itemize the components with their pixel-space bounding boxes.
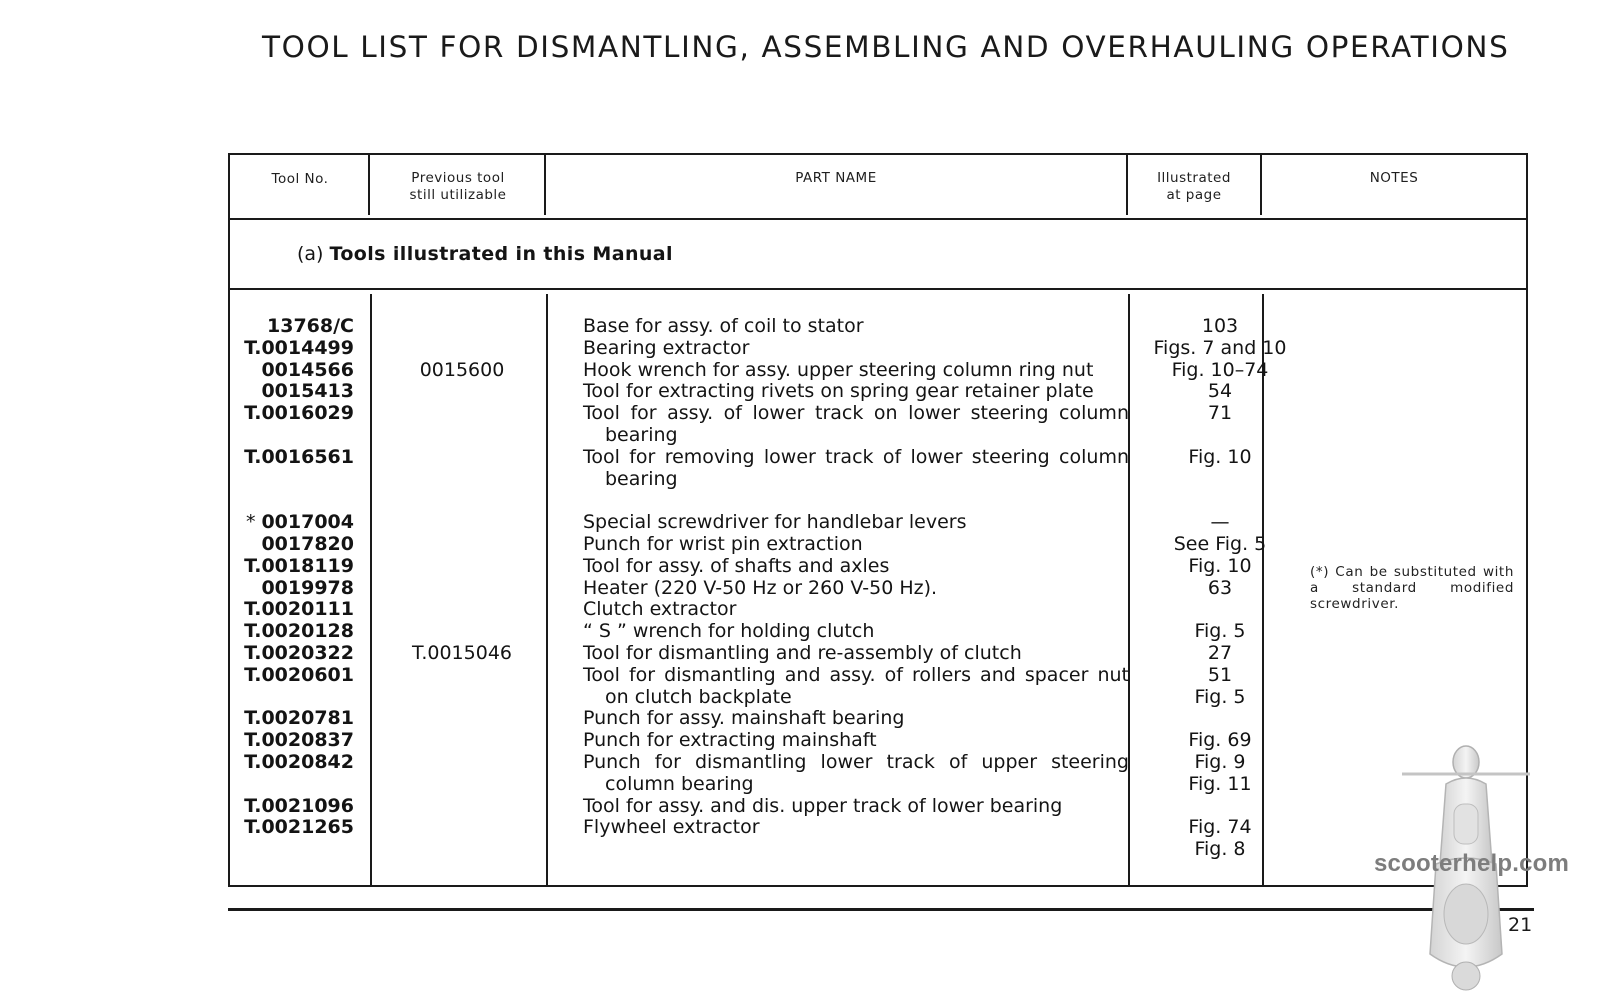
tool-number-cell [232,621,354,643]
previous-tool-cell [372,599,552,621]
part-name-cell [583,774,1129,796]
part-name-cell-text: Tool for dismantling and re-assembly of clutch [583,641,1022,664]
tool-number-cell [232,490,354,512]
part-name-cell-text: Tool for removing lower track of lower steering column [583,445,1129,468]
tool-number-cell [232,687,354,709]
tool-number-cell [232,774,354,796]
part-name-cell-text: Base for assy. of coil to stator [583,315,864,337]
illustrated-page-cell-text: Fig. 5 [1194,620,1246,643]
part-name-cell [583,360,1129,382]
previous-tool-cell [372,381,552,403]
illustrated-page-cell [1140,578,1300,600]
part-name-cell-text: Tool for assy. and dis. upper track of lower bearing [583,794,1063,817]
part-name-cell [583,512,1129,534]
illustrated-page-cell [1140,643,1300,665]
illustrated-page-cell [1140,360,1300,382]
part-name-cell [583,425,1129,447]
part-name-cell [583,752,1129,774]
illustrated-page-cell [1140,425,1300,447]
tool-number-cell [232,469,354,491]
illustrated-page-cell [1140,708,1300,730]
part-name-cell [583,817,1129,839]
tool-number-cell [232,316,354,338]
tool-number-cell-text: T.0018119 [244,554,354,577]
illustrated-page-cell [1140,599,1300,621]
illustrated-page-cell-text: Fig. 9 [1194,750,1246,773]
footer-rule [228,908,1534,911]
tool-number-cell [232,556,354,578]
illustrated-page-cell [1140,730,1300,752]
tool-number-cell-text: T.0020781 [244,707,354,730]
illustrated-page-cell [1140,512,1300,534]
section-heading [297,243,673,265]
part-name-cell [583,621,1129,643]
illustrated-page-cell [1140,469,1300,491]
illustrated-page-cell-text: 27 [1207,641,1233,664]
previous-tool-cell [372,469,552,491]
illustrated-page-cell [1140,534,1300,556]
previous-tool-cell [372,512,552,534]
previous-tool-cell [372,665,552,687]
tool-number-cell-text: T.0021096 [244,794,354,817]
tool-number-cell-text: T.0021265 [244,816,354,839]
part-name-cell [583,338,1129,360]
previous-tool-cell [372,621,552,643]
tool-number-cell-text: T.0020322 [244,641,354,664]
previous-tool-cell [372,643,552,665]
part-name-cell [583,599,1129,621]
part-name-cell [583,556,1129,578]
tool-number-cell [232,643,354,665]
illustrated-page-cell-text: 63 [1207,576,1233,599]
part-name-cell [583,403,1129,425]
header-part-name: PART NAME [795,170,877,186]
previous-tool-cell [372,708,552,730]
tool-number-cell [232,381,354,403]
section-prefix: (a) [297,243,324,265]
tool-number-cell [232,796,354,818]
tool-number-cell [232,599,354,621]
tool-number-cell [232,752,354,774]
notes-text: (*) Can be substituted with a standard modified screwdriver. [1310,564,1514,612]
part-name-cell-text: Bearing extractor [583,336,750,359]
part-name-cell [583,316,1129,338]
part-name-cell [583,447,1129,469]
tool-number-cell [232,534,354,556]
illustrated-page-cell-text: Fig. 11 [1188,772,1252,795]
part-name-cell [583,381,1129,403]
illustrated-page-cell-text: 54 [1207,380,1233,403]
previous-tool-cell [372,403,552,425]
part-name-cell [583,469,1129,491]
part-name-cell-text: “ S ” wrench for holding clutch [583,620,875,643]
part-name-cell-text: Tool for assy. of lower track on lower steering column [583,402,1129,425]
part-name-cell [583,534,1129,556]
previous-tool-cell [372,774,552,796]
tool-number-cell-text: T.0020842 [244,750,354,773]
part-name-cell-text: Special screwdriver for handlebar levers [583,511,967,534]
illustrated-page-cell-text: Fig. 74 [1188,816,1252,839]
header-tool-no: Tool No. [271,171,329,187]
illustrated-page-cell-text: 51 [1207,663,1233,686]
illustrated-page-cell-text: Fig. 8 [1194,838,1246,861]
tool-number-cell-text: T.0020601 [244,663,354,686]
illustrated-page-cell-text: Fig. 5 [1194,685,1246,708]
illustrated-page-cell [1140,774,1300,796]
page-title: TOOL LIST FOR DISMANTLING, ASSEMBLING AND OVERHAULING OPERATIONS [262,30,1510,64]
header-divider [228,218,1528,220]
part-name-cell-text: bearing [605,467,678,490]
illustrated-page-cell-text: Figs. 7 and 10 [1153,336,1287,359]
part-name-cell-text: Hook wrench for assy. upper steering column ring nut [583,358,1094,381]
part-name-cell [583,708,1129,730]
illustrated-page-cell [1140,687,1300,709]
part-name-cell-text: bearing [605,423,678,446]
previous-tool-cell [372,425,552,447]
part-name-cell-text: Punch for assy. mainshaft bearing [583,707,905,730]
page-number: 21 [1508,914,1533,936]
illustrated-page-cell [1140,796,1300,818]
tool-number-cell-text: 0014566 [261,358,354,381]
tool-number-cell-text: 0015413 [261,380,354,403]
illustrated-page-cell-text: See Fig. 5 [1173,532,1267,555]
part-name-cell-text: column bearing [605,772,754,795]
previous-tool-cell [372,534,552,556]
part-name-cell-text: Clutch extractor [583,598,737,621]
previous-tool-cell [372,752,552,774]
previous-tool-cell [372,338,552,360]
previous-tool-cell [372,796,552,818]
tool-number-cell [232,839,354,861]
previous-tool-cell-text: T.0015046 [411,641,512,664]
previous-tool-cell [372,578,552,600]
tool-number-cell [232,665,354,687]
section-label: Tools illustrated in this Manual [329,243,673,265]
tool-number-column [232,316,354,861]
previous-tool-cell [372,447,552,469]
tool-number-cell [232,730,354,752]
illustrated-page-cell [1140,403,1300,425]
previous-tool-cell [372,817,552,839]
illustrated-page-cell [1140,447,1300,469]
illustrated-page-cell-text: 71 [1207,402,1233,425]
tool-number-cell [232,338,354,360]
header-notes: NOTES [1369,170,1419,186]
tool-number-cell-text: T.0016029 [244,402,354,425]
part-name-cell [583,730,1129,752]
illustrated-page-column [1140,316,1300,861]
part-name-cell-text: Heater (220 V-50 Hz or 260 V-50 Hz). [583,576,938,599]
part-name-cell [583,839,1129,861]
section-divider [228,288,1528,290]
tool-number-cell [232,512,354,534]
part-name-cell [583,796,1129,818]
illustrated-page-cell [1140,817,1300,839]
tool-number-cell-text: 0017004 [261,511,354,534]
previous-tool-cell [372,360,552,382]
illustrated-page-cell [1140,490,1300,512]
tool-number-cell-text: T.0020837 [244,729,354,752]
illustrated-page-cell [1140,381,1300,403]
part-name-cell-text: on clutch backplate [605,685,792,708]
tool-number-cell-text: T.0016561 [244,445,354,468]
asterisk-marker: * [245,511,256,534]
previous-tool-cell [372,490,552,512]
header-illustrated: Illustrated at page [1157,170,1231,203]
part-name-cell-text: Tool for dismantling and assy. of rollers and spacer nut [583,663,1129,686]
tool-number-cell-text: T.0020128 [244,620,354,643]
illustrated-page-cell [1140,665,1300,687]
part-name-cell [583,687,1129,709]
tool-number-cell-text: 0017820 [261,532,354,555]
tool-number-cell [232,403,354,425]
previous-tool-cell [372,316,552,338]
header-previous-tool: Previous tool still utilizable [409,170,507,203]
part-name-cell-text: Punch for extracting mainshaft [583,729,877,752]
illustrated-page-cell-text: Fig. 10 [1188,445,1252,468]
part-name-cell [583,665,1129,687]
illustrated-page-cell [1140,839,1300,861]
tool-number-cell-text: 0019978 [261,576,354,599]
tool-number-cell [232,425,354,447]
previous-tool-cell [372,839,552,861]
illustrated-page-cell [1140,621,1300,643]
tool-number-cell [232,578,354,600]
part-name-cell-text: Flywheel extractor [583,816,760,839]
tool-number-cell [232,447,354,469]
illustrated-page-cell-text: Fig. 69 [1188,729,1252,752]
previous-tool-column [372,316,552,861]
previous-tool-cell-text: 0015600 [419,358,505,381]
illustrated-page-cell-text: Fig. 10 [1188,554,1252,577]
illustrated-page-cell [1140,338,1300,360]
tool-number-cell-text: T.0020111 [244,598,354,621]
part-name-cell [583,578,1129,600]
part-name-cell-text: Tool for extracting rivets on spring gear retainer plate [583,380,1094,403]
watermark-text: scooterhelp.com [1374,850,1570,877]
tool-number-cell-text: T.0014499 [244,336,354,359]
tool-number-cell [232,708,354,730]
previous-tool-cell [372,730,552,752]
part-name-cell-text: Punch for wrist pin extraction [583,532,863,555]
illustrated-page-cell-text: 103 [1201,315,1239,337]
tool-number-cell [232,817,354,839]
previous-tool-cell [372,556,552,578]
illustrated-page-cell-text: Fig. 10–74 [1171,358,1269,381]
illustrated-page-cell [1140,556,1300,578]
illustrated-page-cell [1140,752,1300,774]
tool-number-cell-text: 13768/C [267,315,354,337]
part-name-cell [583,490,1129,512]
part-name-cell [583,643,1129,665]
part-name-column [583,316,1129,861]
part-name-cell-text: Punch for dismantling lower track of upper steering [583,750,1129,773]
illustrated-page-cell [1140,316,1300,338]
previous-tool-cell [372,687,552,709]
tool-number-cell [232,360,354,382]
part-name-cell-text: Tool for assy. of shafts and axles [583,554,890,577]
illustrated-page-cell-text: — [1210,511,1230,534]
